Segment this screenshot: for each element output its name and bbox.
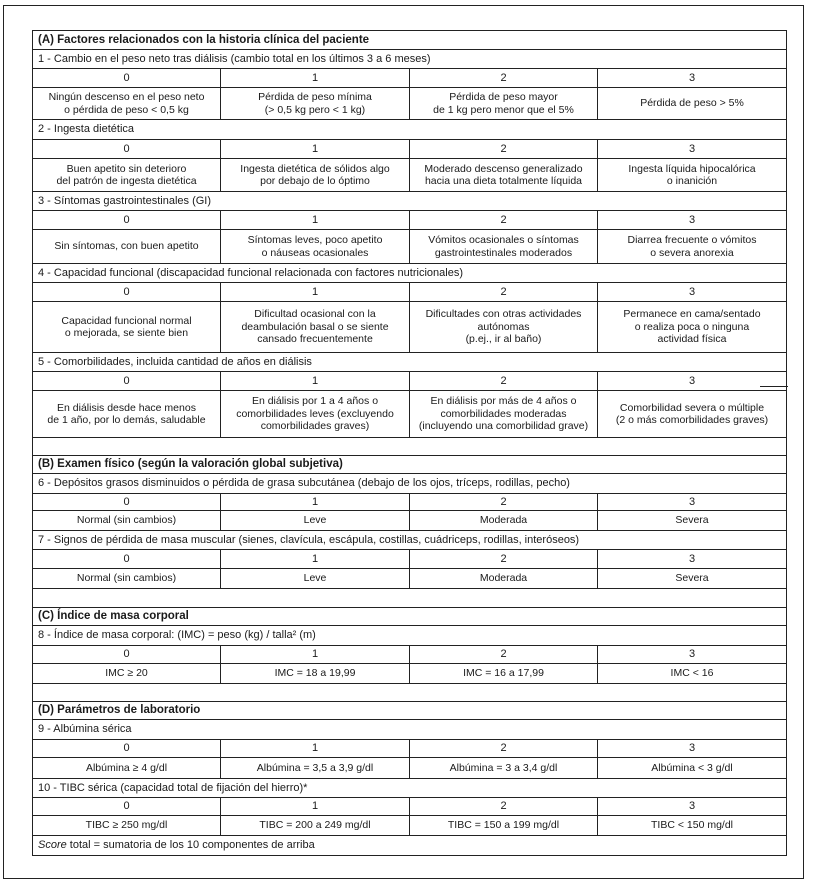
score-total-text: total = sumatoria de los 10 componentes de arriba (66, 839, 315, 851)
option-0: Normal (sin cambios) (33, 511, 221, 530)
score-total-note (33, 836, 786, 855)
option-2: Vómitos ocasionales o síntomas gastrointestinales moderados (410, 230, 598, 263)
spacer-row (33, 438, 786, 456)
item-3-score-row (33, 211, 786, 230)
option-1: IMC = 18 a 19,99 (221, 664, 410, 683)
item-9-score-row (33, 740, 786, 758)
score-0: 0 (33, 140, 221, 158)
option-2: Moderada (410, 569, 598, 588)
option-0: En diálisis desde hace menos de 1 año, por lo demás, saludable (33, 391, 221, 437)
item-9-title-row (33, 720, 786, 740)
item-2-title-row (33, 120, 786, 140)
option-3: Comorbilidad severa o múltiple (2 o más comorbilidades graves) (615, 401, 769, 426)
stray-line (760, 386, 788, 387)
section-a-heading-row (33, 31, 786, 50)
score-0: 0 (33, 798, 221, 815)
item-6-title-row (33, 474, 786, 494)
score-0: 0 (33, 550, 221, 568)
section-c-heading-row (33, 608, 786, 626)
score-3: 3 (688, 742, 696, 755)
score-1: 1 (221, 69, 410, 87)
option-1: Síntomas leves, poco apetito o náuseas ocasionales (221, 230, 410, 263)
score-2: 2 (410, 372, 598, 390)
item-1-score-row (33, 69, 786, 88)
option-2: Albúmina = 3 a 3,4 g/dl (410, 758, 598, 778)
score-3: 3 (688, 648, 696, 661)
option-2: IMC = 16 a 17,99 (410, 664, 598, 683)
item-3-options-row (33, 230, 786, 264)
option-2: Pérdida de peso mayor de 1 kg pero menor que el 5% (410, 88, 598, 119)
item-9-title: 9 - Albúmina sérica (38, 723, 132, 735)
item-6-title: 6 - Depósitos grasos disminuidos o pérdida de grasa subcutánea (debajo de los ojos, tríceps, rodillas, pecho) (38, 477, 570, 489)
section-a-heading: (A) Factores relacionados con la historia clínica del paciente (38, 33, 370, 46)
option-0: Normal (sin cambios) (33, 569, 221, 588)
item-5-title-row (33, 353, 786, 372)
option-3: Ingesta líquida hipocalórica o inanición (628, 162, 756, 187)
score-0: 0 (33, 494, 221, 510)
item-5-score-row (33, 372, 786, 391)
option-1: Leve (221, 511, 410, 530)
score-2: 2 (410, 140, 598, 158)
score-total-row (33, 836, 786, 855)
item-3-title: 3 - Síntomas gastrointestinales (GI) (38, 194, 212, 207)
score-1: 1 (221, 211, 410, 229)
option-0: Buen apetito sin deterioro del patrón de ingesta dietética (33, 159, 221, 191)
item-7-score-row (33, 550, 786, 569)
option-2: TIBC = 150 a 199 mg/dl (410, 816, 598, 835)
option-3: Severa (675, 514, 709, 527)
item-3-title-row (33, 192, 786, 211)
score-2: 2 (410, 798, 598, 815)
score-1: 1 (221, 283, 410, 301)
score-0: 0 (33, 372, 221, 390)
score-2: 2 (410, 550, 598, 568)
spacer-row (33, 589, 786, 608)
option-3: Albúmina < 3 g/dl (651, 761, 733, 774)
option-0: Albúmina ≥ 4 g/dl (33, 758, 221, 778)
score-3: 3 (688, 142, 696, 155)
score-3: 3 (688, 374, 696, 387)
score-1: 1 (221, 372, 410, 390)
score-2: 2 (410, 740, 598, 757)
score-2: 2 (410, 211, 598, 229)
score-1: 1 (221, 140, 410, 158)
section-b-heading: (B) Examen físico (según la valoración global subjetiva) (38, 458, 343, 470)
item-2-score-row (33, 140, 786, 159)
score-1: 1 (221, 646, 410, 663)
option-2: Moderado descenso generalizado hacia una dieta totalmente líquida (410, 159, 598, 191)
score-3: 3 (688, 285, 696, 298)
section-d-heading: (D) Parámetros de laboratorio (38, 704, 201, 716)
option-1: Leve (221, 569, 410, 588)
score-1: 1 (221, 798, 410, 815)
option-0: IMC ≥ 20 (33, 664, 221, 683)
option-1: Dificultad ocasional con la deambulación basal o se siente cansado frecuentemente (221, 302, 410, 352)
score-3: 3 (688, 552, 696, 565)
spacer-row (33, 684, 786, 702)
section-b-heading-row (33, 456, 786, 474)
item-10-score-row (33, 798, 786, 816)
score-word: Score (38, 839, 67, 851)
item-8-options-row (33, 664, 786, 684)
option-3: Diarrea frecuente o vómitos o severa anorexia (627, 234, 757, 259)
score-0: 0 (33, 283, 221, 301)
score-1: 1 (221, 740, 410, 757)
option-2: Dificultades con otras actividades autónomas (p.ej., ir al baño) (410, 302, 598, 352)
option-3: IMC < 16 (670, 667, 714, 680)
option-3: Severa (675, 572, 709, 585)
item-4-title: 4 - Capacidad funcional (discapacidad funcional relacionada con factores nutricionales) (38, 266, 463, 279)
option-0: Ningún descenso en el peso neto o pérdida de peso < 0,5 kg (33, 88, 221, 119)
section-d-heading-row (33, 702, 786, 720)
item-4-title-row (33, 264, 786, 283)
item-10-title: 10 - TIBC sérica (capacidad total de fijación del hierro)* (38, 781, 308, 794)
score-0: 0 (33, 646, 221, 663)
option-2: Moderada (410, 511, 598, 530)
score-0: 0 (33, 69, 221, 87)
score-2: 2 (410, 69, 598, 87)
option-2: En diálisis por más de 4 años o comorbilidades moderadas (incluyendo una comorbilidad grave) (410, 391, 598, 437)
option-1: Pérdida de peso mínima (> 0,5 kg pero < 1 kg) (221, 88, 410, 119)
item-6-score-row (33, 494, 786, 511)
option-0: TIBC ≥ 250 mg/dl (33, 816, 221, 835)
score-2: 2 (410, 494, 598, 510)
item-1-options-row (33, 88, 786, 120)
item-8-title-row (33, 626, 786, 646)
option-1: Ingesta dietética de sólidos algo por debajo de lo óptimo (221, 159, 410, 191)
option-0: Sin síntomas, con buen apetito (33, 230, 221, 263)
score-1: 1 (221, 494, 410, 510)
score-3: 3 (688, 71, 696, 84)
score-2: 2 (410, 646, 598, 663)
item-2-options-row (33, 159, 786, 192)
score-2: 2 (410, 283, 598, 301)
item-1-title: 1 - Cambio en el peso neto tras diálisis (cambio total en los últimos 3 a 6 meses) (38, 52, 431, 65)
item-7-options-row (33, 569, 786, 589)
score-0: 0 (33, 740, 221, 757)
item-10-title-row (33, 779, 786, 798)
item-7-title: 7 - Signos de pérdida de masa muscular (sienes, clavícula, escápula, costillas, cuádriceps, rodillas, interóseos) (38, 533, 580, 546)
item-8-score-row (33, 646, 786, 664)
score-1: 1 (221, 550, 410, 568)
option-3: TIBC < 150 mg/dl (651, 819, 733, 832)
option-1: Albúmina = 3,5 a 3,9 g/dl (221, 758, 410, 778)
item-2-title: 2 - Ingesta dietética (38, 123, 135, 135)
item-7-title-row (33, 531, 786, 550)
item-1-title-row (33, 50, 786, 69)
item-4-score-row (33, 283, 786, 302)
option-3: Pérdida de peso > 5% (640, 97, 744, 110)
score-3: 3 (688, 800, 696, 813)
item-6-options-row (33, 511, 786, 531)
option-3: Permanece en cama/sentado o realiza poca o ninguna actividad física (623, 308, 761, 346)
item-5-title: 5 - Comorbilidades, incluida cantidad de años en diálisis (38, 355, 312, 368)
malnutrition-score-table (32, 30, 787, 856)
option-1: En diálisis por 1 a 4 años o comorbilidades leves (excluyendo comorbilidades graves) (221, 391, 410, 437)
item-4-options-row (33, 302, 786, 353)
section-c-heading: (C) Índice de masa corporal (38, 610, 189, 622)
score-0: 0 (33, 211, 221, 229)
option-0: Capacidad funcional normal o mejorada, se siente bien (33, 302, 221, 352)
option-1: TIBC = 200 a 249 mg/dl (221, 816, 410, 835)
score-3: 3 (688, 213, 696, 226)
item-10-options-row (33, 816, 786, 836)
item-8-title: 8 - Índice de masa corporal: (IMC) = peso (kg) / talla² (m) (38, 629, 316, 641)
item-5-options-row (33, 391, 786, 438)
score-3: 3 (688, 495, 696, 508)
item-9-options-row (33, 758, 786, 779)
